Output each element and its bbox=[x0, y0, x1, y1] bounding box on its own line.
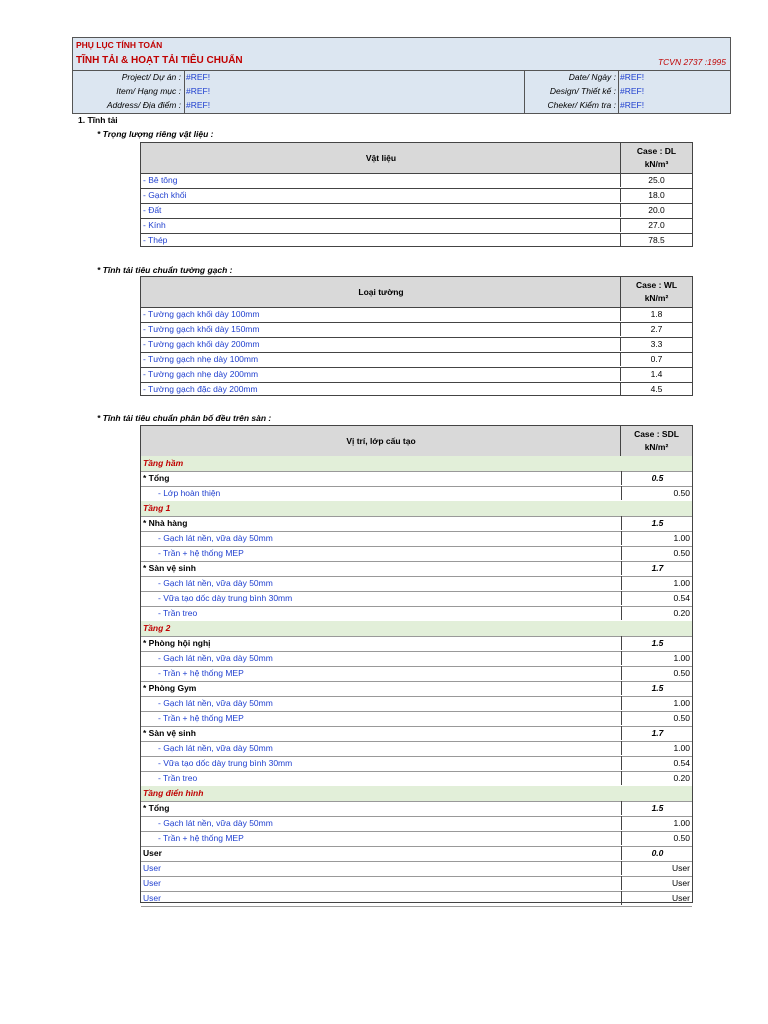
materials-row bbox=[141, 188, 692, 204]
floors-case-label: Case : SDL bbox=[634, 429, 679, 439]
floor-row-value[interactable]: 0.50 bbox=[673, 833, 690, 843]
floor-table-row-item bbox=[141, 591, 692, 607]
floor-table-row-room bbox=[141, 636, 692, 652]
floor-row-divider bbox=[621, 591, 622, 605]
floor-row-value[interactable]: 1.00 bbox=[673, 533, 690, 543]
materials-row-value[interactable]: 18.0 bbox=[620, 188, 692, 202]
walls-rows bbox=[141, 307, 692, 395]
floor-table-row-item bbox=[141, 771, 692, 787]
floors-rows bbox=[141, 456, 692, 902]
floor-table-row-item bbox=[141, 486, 692, 502]
floor-table-row-item bbox=[141, 606, 692, 622]
report-title: TĨNH TẢI & HOẠT TẢI TIÊU CHUẨN bbox=[76, 55, 243, 66]
walls-caption: * Tĩnh tải tiêu chuẩn tường gạch : bbox=[97, 265, 233, 275]
floor-row-value[interactable]: 0.54 bbox=[673, 758, 690, 768]
floor-row-divider bbox=[621, 576, 622, 590]
report-header bbox=[72, 37, 731, 114]
floor-table-row-userh bbox=[141, 846, 692, 862]
floor-table-row-item bbox=[141, 711, 692, 727]
floors-unit-label: kN/m² bbox=[644, 442, 669, 452]
floor-row-name: - Trần + hệ thống MEP bbox=[158, 548, 244, 558]
floors-col-name: Vị trí, lớp cấu tạo bbox=[346, 436, 416, 446]
floor-row-name: - Trần + hệ thống MEP bbox=[158, 833, 244, 843]
floor-row-total[interactable]: 1.7 bbox=[621, 561, 693, 575]
walls-row-name: - Tường gạch đặc dày 200mm bbox=[143, 384, 258, 394]
materials-row-name: - Gạch khối bbox=[143, 190, 187, 200]
item-label: Item/ Hạng mục : bbox=[116, 86, 181, 96]
checker-value[interactable]: #REF! bbox=[620, 100, 645, 110]
floor-row-value[interactable]: 0.50 bbox=[673, 488, 690, 498]
materials-row-value[interactable]: 25.0 bbox=[620, 173, 692, 187]
floor-row-name: - Trần + hệ thống MEP bbox=[158, 668, 244, 678]
floor-row-value[interactable]: 0.50 bbox=[673, 668, 690, 678]
floor-row-name: - Trần treo bbox=[158, 608, 198, 618]
checker-label: Cheker/ Kiểm tra : bbox=[547, 100, 616, 110]
walls-row bbox=[141, 307, 692, 323]
floor-table-row-room bbox=[141, 726, 692, 742]
floor-table-row-floor bbox=[141, 621, 692, 637]
floor-row-divider bbox=[621, 711, 622, 725]
floor-table-row-item bbox=[141, 531, 692, 547]
floor-row-divider bbox=[621, 651, 622, 665]
materials-row-name: - Kính bbox=[143, 220, 166, 230]
materials-row bbox=[141, 218, 692, 234]
floor-row-name: User bbox=[143, 848, 162, 858]
floor-table-row-floor bbox=[141, 501, 692, 517]
materials-row-name: - Đất bbox=[143, 205, 162, 215]
standard-code: TCVN 2737 :1995 bbox=[657, 57, 726, 67]
floor-row-value[interactable]: 1.00 bbox=[673, 743, 690, 753]
materials-table-header bbox=[141, 143, 692, 174]
floor-row-value[interactable]: 1.00 bbox=[673, 698, 690, 708]
floor-row-value[interactable]: User bbox=[672, 878, 690, 888]
floor-table-row-room bbox=[141, 471, 692, 487]
floor-table-row-user bbox=[141, 891, 692, 907]
floor-row-name: - Gạch lát nền, vữa dày 50mm bbox=[158, 533, 273, 543]
floor-row-divider bbox=[621, 531, 622, 545]
floor-row-value[interactable]: 1.00 bbox=[673, 653, 690, 663]
floor-row-name: - Gạch lát nền, vữa dày 50mm bbox=[158, 743, 273, 753]
floor-row-value[interactable]: User bbox=[672, 863, 690, 873]
walls-row-name: - Tường gạch khối dày 100mm bbox=[143, 309, 260, 319]
design-label: Design/ Thiết kế : bbox=[549, 86, 616, 96]
materials-row bbox=[141, 173, 692, 189]
floor-row-name: * Sàn vệ sinh bbox=[143, 563, 196, 573]
header-divider-v1 bbox=[184, 70, 185, 113]
date-label: Date/ Ngày : bbox=[568, 72, 616, 82]
header-divider-v3 bbox=[618, 70, 619, 113]
address-value[interactable]: #REF! bbox=[186, 100, 211, 110]
materials-row bbox=[141, 233, 692, 248]
materials-caption: * Trọng lượng riêng vật liệu : bbox=[97, 129, 214, 139]
floor-row-value[interactable]: 0.20 bbox=[673, 773, 690, 783]
floor-row-name: - Gạch lát nền, vữa dày 50mm bbox=[158, 698, 273, 708]
floor-table-row-item bbox=[141, 576, 692, 592]
floor-table-row-item bbox=[141, 696, 692, 712]
floor-row-value[interactable]: User bbox=[672, 893, 690, 903]
floor-table-row-user bbox=[141, 876, 692, 892]
floor-table-row-room bbox=[141, 681, 692, 697]
floor-row-name: Tầng hầm bbox=[143, 458, 184, 468]
walls-row-value[interactable]: 1.8 bbox=[620, 307, 692, 321]
floor-row-name: * Phòng Gym bbox=[143, 683, 197, 693]
floor-table-row-item bbox=[141, 756, 692, 772]
floor-row-value[interactable]: 0.54 bbox=[673, 593, 690, 603]
floor-row-divider bbox=[621, 771, 622, 785]
floor-row-name: * Phòng hội nghị bbox=[143, 638, 211, 648]
materials-col-case bbox=[620, 143, 692, 173]
walls-col-case bbox=[620, 277, 692, 307]
floor-table-row-item bbox=[141, 741, 692, 757]
walls-row-value[interactable]: 3.3 bbox=[620, 337, 692, 351]
floor-row-name: - Gạch lát nền, vữa dày 50mm bbox=[158, 578, 273, 588]
floor-table-row-room bbox=[141, 801, 692, 817]
walls-row bbox=[141, 382, 692, 397]
floor-row-divider bbox=[621, 861, 622, 875]
walls-row-name: - Tường gạch nhẹ dày 200mm bbox=[143, 369, 259, 379]
floor-table-row-item bbox=[141, 831, 692, 847]
address-label: Address/ Địa điểm : bbox=[106, 100, 181, 110]
floor-row-value[interactable]: 1.00 bbox=[673, 818, 690, 828]
materials-table bbox=[140, 142, 693, 247]
floor-row-divider bbox=[621, 546, 622, 560]
floor-row-total[interactable]: 1.5 bbox=[621, 516, 693, 530]
floor-row-divider bbox=[621, 876, 622, 890]
floor-table-row-room bbox=[141, 561, 692, 577]
walls-row-value[interactable]: 0.7 bbox=[620, 352, 692, 366]
floor-row-name: - Gạch lát nền, vữa dày 50mm bbox=[158, 818, 273, 828]
floor-row-total[interactable]: 1.5 bbox=[621, 681, 693, 695]
floors-col-case bbox=[620, 426, 692, 456]
materials-row-name: - Bê tông bbox=[143, 175, 178, 185]
floor-table-row-item bbox=[141, 651, 692, 667]
floor-row-divider bbox=[621, 831, 622, 845]
floors-table-header bbox=[141, 426, 692, 457]
walls-case-label: Case : WL bbox=[635, 280, 678, 290]
floor-row-total[interactable]: 0.5 bbox=[621, 471, 693, 485]
materials-row-name: - Thép bbox=[143, 235, 168, 245]
design-value[interactable]: #REF! bbox=[620, 86, 645, 96]
floor-row-divider bbox=[621, 816, 622, 830]
floor-row-value[interactable]: 1.00 bbox=[673, 578, 690, 588]
floor-row-divider bbox=[621, 486, 622, 500]
materials-row-value[interactable]: 78.5 bbox=[620, 233, 692, 247]
floor-table-row-floor bbox=[141, 456, 692, 472]
floor-row-name: * Tổng bbox=[143, 473, 170, 483]
walls-row bbox=[141, 367, 692, 383]
floor-row-value[interactable]: 0.50 bbox=[673, 713, 690, 723]
item-value[interactable]: #REF! bbox=[186, 86, 211, 96]
floor-row-total[interactable]: 0.0 bbox=[621, 846, 693, 860]
floor-row-total[interactable]: 1.5 bbox=[621, 801, 693, 815]
project-label: Project/ Dự án : bbox=[121, 72, 181, 82]
floor-row-name: - Vữa tạo dốc dày trung bình 30mm bbox=[158, 758, 293, 768]
floor-row-value[interactable]: 0.50 bbox=[673, 548, 690, 558]
floor-row-name: * Tổng bbox=[143, 803, 170, 813]
floor-row-name: Tầng 2 bbox=[143, 623, 171, 633]
materials-row-value[interactable]: 27.0 bbox=[620, 218, 692, 232]
floor-row-value[interactable]: 0.20 bbox=[673, 608, 690, 618]
floor-row-divider bbox=[621, 696, 622, 710]
materials-col-name: Vật liệu bbox=[365, 153, 397, 163]
floor-row-name: - Trần treo bbox=[158, 773, 198, 783]
floor-row-name: User bbox=[143, 878, 161, 888]
materials-row bbox=[141, 203, 692, 219]
floor-row-total[interactable]: 1.7 bbox=[621, 726, 693, 740]
walls-row-value[interactable]: 2.7 bbox=[620, 322, 692, 336]
floor-row-name: - Gạch lát nền, vữa dày 50mm bbox=[158, 653, 273, 663]
floor-row-name: * Sàn vệ sinh bbox=[143, 728, 196, 738]
date-value[interactable]: #REF! bbox=[620, 72, 645, 82]
floor-row-name: * Nhà hàng bbox=[143, 518, 188, 528]
walls-row-name: - Tường gạch khối dày 150mm bbox=[143, 324, 260, 334]
walls-table-header bbox=[141, 277, 692, 308]
floor-row-divider bbox=[621, 756, 622, 770]
floor-table-row-item bbox=[141, 666, 692, 682]
project-value[interactable]: #REF! bbox=[186, 72, 211, 82]
materials-unit-label: kN/m³ bbox=[644, 159, 669, 169]
floor-row-name: Tầng điển hình bbox=[143, 788, 204, 798]
floor-row-total[interactable]: 1.5 bbox=[621, 636, 693, 650]
walls-row bbox=[141, 352, 692, 368]
section-title: 1. Tĩnh tải bbox=[78, 115, 118, 125]
floor-row-name: Tầng 1 bbox=[143, 503, 171, 513]
materials-row-value[interactable]: 20.0 bbox=[620, 203, 692, 217]
floor-table-row-floor bbox=[141, 786, 692, 802]
floor-row-name: - Vữa tạo dốc dày trung bình 30mm bbox=[158, 593, 293, 603]
walls-row bbox=[141, 322, 692, 338]
materials-rows bbox=[141, 173, 692, 246]
appendix-label: PHỤ LỤC TÍNH TOÁN bbox=[76, 40, 163, 50]
walls-row-name: - Tường gạch khối dày 200mm bbox=[143, 339, 260, 349]
floor-table-row-room bbox=[141, 516, 692, 532]
floors-table bbox=[140, 425, 693, 903]
floor-row-divider bbox=[621, 666, 622, 680]
floor-row-name: User bbox=[143, 893, 161, 903]
floor-table-row-user bbox=[141, 861, 692, 877]
floor-row-divider bbox=[621, 741, 622, 755]
walls-table bbox=[140, 276, 693, 396]
walls-row-name: - Tường gạch nhẹ dày 100mm bbox=[143, 354, 259, 364]
walls-row-value[interactable]: 1.4 bbox=[620, 367, 692, 381]
floor-row-name: User bbox=[143, 863, 161, 873]
walls-col-name: Loại tường bbox=[358, 287, 404, 297]
floor-row-name: - Lớp hoàn thiện bbox=[158, 488, 221, 498]
floor-table-row-item bbox=[141, 546, 692, 562]
materials-case-label: Case : DL bbox=[636, 146, 677, 156]
walls-unit-label: kN/m² bbox=[644, 293, 669, 303]
floor-row-divider bbox=[621, 891, 622, 905]
floor-row-name: - Trần + hệ thống MEP bbox=[158, 713, 244, 723]
floors-caption: * Tĩnh tải tiêu chuẩn phân bố đều trên sàn : bbox=[97, 413, 272, 423]
floor-row-divider bbox=[621, 606, 622, 620]
floor-table-row-item bbox=[141, 816, 692, 832]
walls-row-value[interactable]: 4.5 bbox=[620, 382, 692, 396]
walls-row bbox=[141, 337, 692, 353]
